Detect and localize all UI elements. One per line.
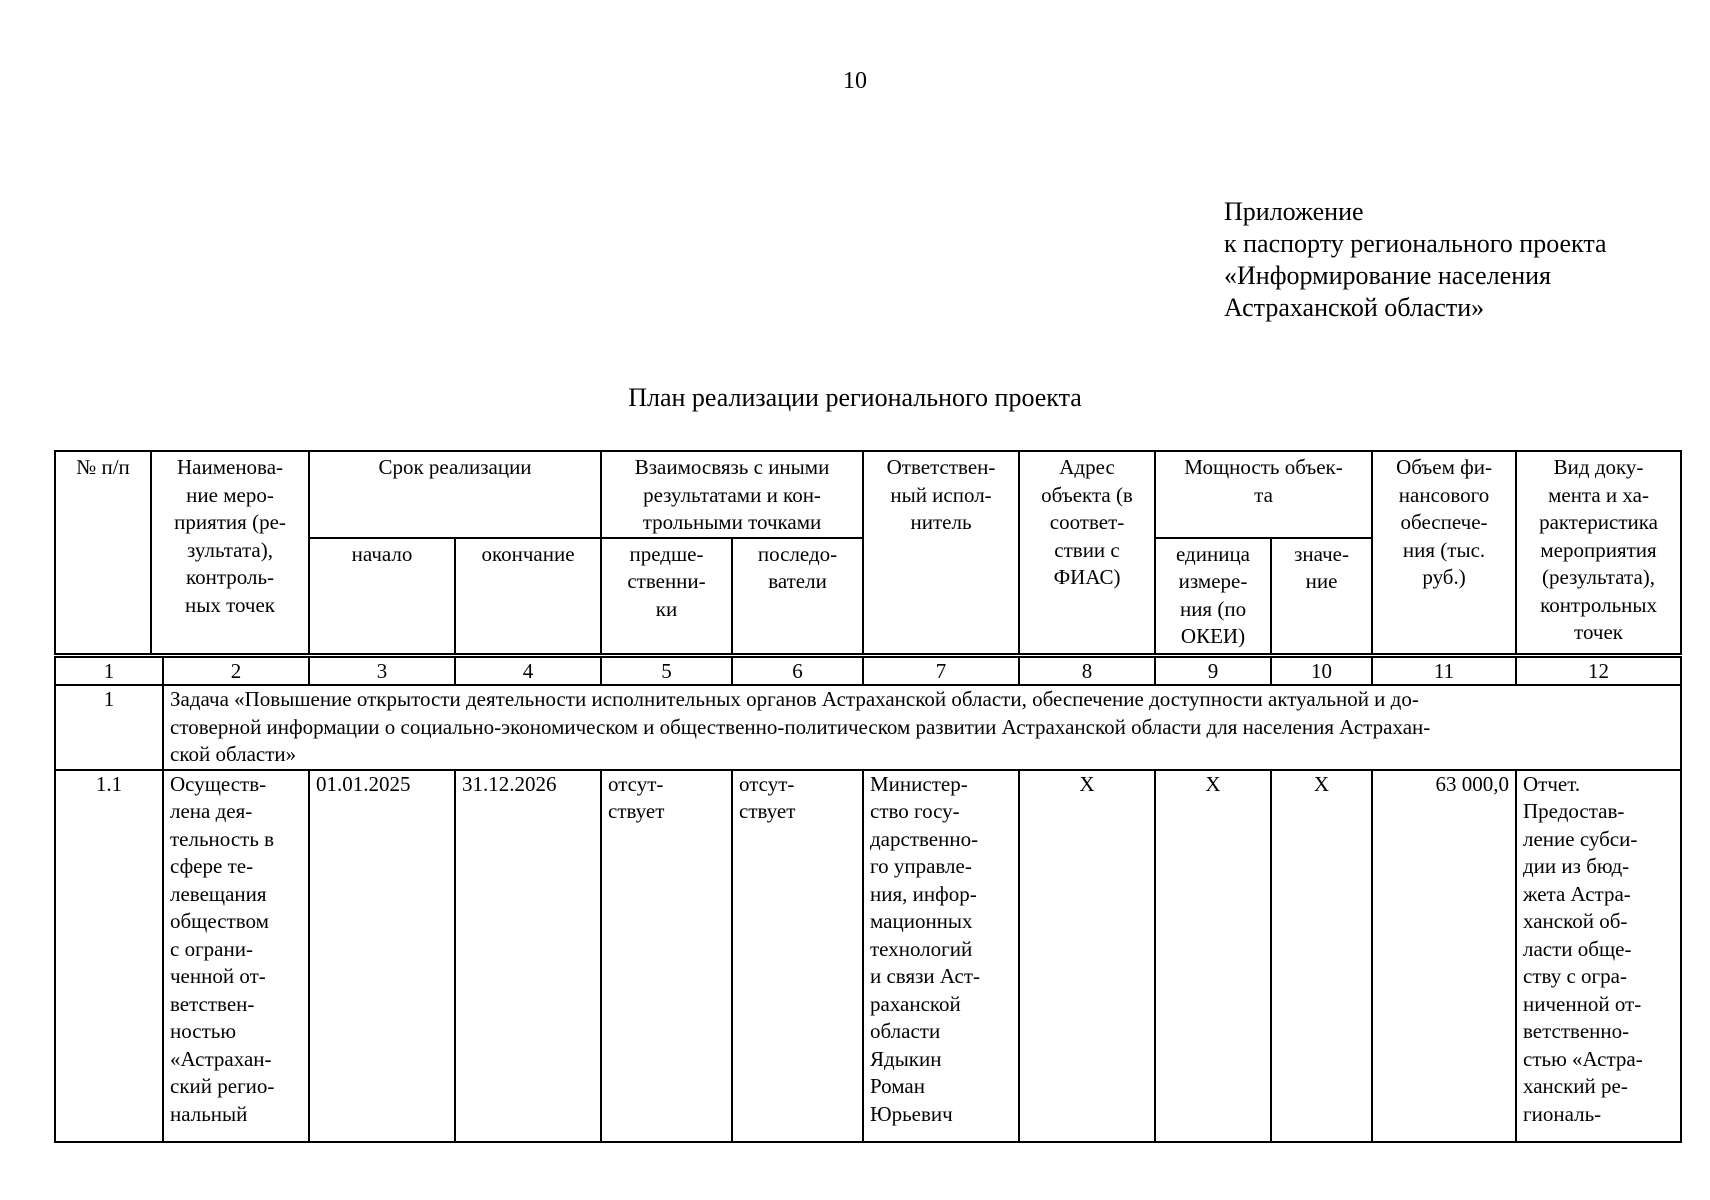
column-number: 1: [55, 657, 163, 685]
text-line: ветственно-: [1523, 1019, 1630, 1043]
text-line: Задача «Повышение открытости деятельности исполнительных органов Астраханской области, обеспечение доступности актуальной и до-: [170, 687, 1419, 711]
header-address: [1019, 451, 1155, 654]
text-line: Наименова-: [176, 455, 284, 479]
text-line: Осуществ-: [170, 771, 267, 796]
text-line: тельность в: [170, 826, 275, 851]
item-document: [1516, 770, 1681, 1142]
text-line: ской области»: [170, 742, 297, 766]
text-line: Отчет.: [1523, 771, 1581, 796]
column-number: 3: [309, 657, 455, 685]
text-line: единица: [1176, 541, 1251, 566]
task-row: [55, 685, 1681, 770]
text-line: Взаимосвязь с иными: [634, 455, 830, 479]
text-line: ханской об-: [1523, 909, 1628, 933]
text-line: сфере те-: [170, 854, 254, 878]
text-line: дарственно-: [870, 826, 979, 851]
column-number: 7: [863, 657, 1019, 685]
text-line: нитель: [910, 510, 972, 534]
text-line: обеспече-: [1400, 510, 1488, 534]
text-line: ки: [655, 596, 678, 621]
text-line: раханской: [870, 991, 961, 1016]
text-line: отсут-: [739, 771, 795, 796]
column-number: 11: [1372, 657, 1516, 685]
text-line: ние: [1305, 569, 1338, 593]
header-term: Срок реализации: [309, 451, 601, 538]
appendix-line: Приложение: [1224, 197, 1364, 226]
header-responsible: [863, 451, 1019, 654]
item-name: [163, 770, 309, 1142]
header-capacity: [1155, 451, 1372, 538]
appendix-block: [1224, 196, 1607, 324]
column-number-row: [55, 657, 1681, 685]
text-line: контроль-: [185, 565, 275, 589]
text-line: контрольных: [1540, 592, 1657, 617]
header-table: [54, 450, 1682, 655]
item-value: Х: [1271, 770, 1372, 1142]
appendix-line: Астраханской области»: [1224, 293, 1485, 322]
text-line: жета Астра-: [1523, 881, 1631, 906]
header-successors: [732, 538, 863, 654]
text-line: ниченной от-: [1523, 991, 1642, 1016]
text-line: Юрьевич: [870, 1101, 953, 1126]
item-end: 31.12.2026: [455, 770, 601, 1142]
header-value: [1271, 538, 1372, 654]
item-predecessors: [601, 770, 732, 1142]
text-line: приятия (ре-: [174, 510, 286, 534]
text-line: ОКЕИ): [1180, 624, 1246, 648]
text-line: стоверной информации о социально-экономическом и общественно-политическом развитии Астраханской области для населения Астрахан-: [170, 714, 1431, 739]
page-number: 10: [843, 68, 867, 94]
text-line: нальный: [170, 1101, 248, 1126]
column-number: 2: [163, 657, 309, 685]
text-line: соответ-: [1049, 510, 1125, 534]
text-line: отсут-: [608, 771, 664, 796]
text-line: Ядыкин: [870, 1046, 942, 1071]
text-line: мента и ха-: [1548, 482, 1649, 507]
text-line: ление субси-: [1523, 826, 1638, 851]
column-number: 10: [1271, 657, 1372, 685]
body-table: [54, 656, 1682, 1143]
text-line: ных точек: [184, 592, 276, 617]
text-line: та: [1254, 482, 1273, 507]
item-number: 1.1: [55, 770, 163, 1142]
text-line: точек: [1574, 620, 1623, 644]
text-line: значе-: [1294, 541, 1349, 566]
text-line: области: [870, 1019, 941, 1043]
text-line: го управле-: [870, 854, 972, 878]
item-start: 01.01.2025: [309, 770, 455, 1142]
text-line: нансового: [1398, 482, 1490, 507]
text-line: ханский ре-: [1523, 1074, 1628, 1098]
task-text: [163, 685, 1681, 770]
text-line: ченной от-: [170, 964, 266, 988]
text-line: ный испол-: [890, 482, 992, 507]
header-document: [1516, 451, 1681, 654]
text-line: с ограни-: [170, 936, 253, 961]
text-line: ния, инфор-: [870, 881, 977, 906]
header-financing: [1372, 451, 1516, 654]
column-number: 9: [1155, 657, 1271, 685]
text-line: технологий: [870, 936, 973, 961]
text-line: ния (по: [1179, 596, 1247, 621]
text-line: стью «Астра-: [1523, 1046, 1643, 1071]
text-line: измере-: [1178, 569, 1248, 593]
header-unit: [1155, 538, 1271, 654]
text-line: Адрес: [1059, 455, 1115, 479]
header-start: начало: [309, 538, 455, 654]
item-row: [55, 770, 1681, 1142]
text-line: гиональ-: [1523, 1101, 1602, 1126]
text-line: левещания: [170, 881, 267, 906]
text-line: Мощность объек-: [1184, 455, 1343, 479]
text-line: Роман: [870, 1074, 925, 1098]
header-name: [151, 451, 309, 654]
text-line: ствует: [739, 799, 796, 823]
item-unit: Х: [1155, 770, 1271, 1142]
header-end: окончание: [455, 538, 601, 654]
text-line: руб.): [1422, 565, 1466, 589]
text-line: лена дея-: [170, 799, 253, 823]
text-line: ностью: [170, 1019, 237, 1043]
text-line: объекта (в: [1041, 482, 1133, 507]
item-responsible: [863, 770, 1019, 1142]
text-line: ству с огра-: [1523, 964, 1627, 988]
text-line: Предостав-: [1523, 799, 1625, 823]
text-line: и связи Аст-: [870, 964, 981, 988]
text-line: ветствен-: [170, 991, 255, 1016]
text-line: рактеристика: [1539, 510, 1658, 534]
text-line: трольными точками: [642, 510, 822, 534]
task-number: 1: [55, 685, 163, 770]
header-number: № п/п: [55, 451, 151, 654]
text-line: мероприятия: [1540, 537, 1657, 562]
text-line: ский регио-: [170, 1074, 275, 1098]
text-line: ния (тыс.: [1402, 537, 1486, 562]
appendix-line: «Информирование населения: [1224, 261, 1552, 290]
text-line: (результата),: [1542, 565, 1656, 589]
column-number: 6: [732, 657, 863, 685]
text-line: мационных: [870, 909, 973, 933]
text-line: ласти обще-: [1523, 936, 1632, 961]
text-line: ватели: [768, 569, 827, 593]
text-line: ние меро-: [186, 482, 274, 507]
text-line: Министер-: [870, 771, 968, 796]
text-line: результатами и кон-: [643, 482, 821, 507]
item-successors: [732, 770, 863, 1142]
text-line: ФИАС): [1053, 565, 1121, 589]
item-address: Х: [1019, 770, 1155, 1142]
appendix-line: к паспорту регионального проекта: [1224, 229, 1607, 258]
text-line: последо-: [757, 541, 838, 566]
column-number: 12: [1516, 657, 1681, 685]
item-financing: 63 000,0: [1372, 770, 1516, 1142]
text-line: Вид доку-: [1553, 455, 1644, 479]
column-number: 5: [601, 657, 732, 685]
text-line: обществом: [170, 909, 269, 933]
text-line: ственни-: [627, 569, 706, 593]
text-line: Объем фи-: [1396, 455, 1492, 479]
text-line: ство госу-: [870, 799, 960, 823]
header-predecessors: [601, 538, 732, 654]
header-links: [601, 451, 863, 538]
text-line: предше-: [629, 541, 704, 566]
text-line: «Астрахан-: [170, 1046, 272, 1071]
text-line: ствии с: [1054, 537, 1120, 562]
text-line: ствует: [608, 799, 665, 823]
text-line: дии из бюд-: [1523, 854, 1630, 878]
text-line: зультата),: [187, 537, 273, 562]
text-line: Ответствен-: [886, 455, 996, 479]
plan-title: План реализации регионального проекта: [628, 383, 1082, 412]
column-number: 8: [1019, 657, 1155, 685]
column-number: 4: [455, 657, 601, 685]
